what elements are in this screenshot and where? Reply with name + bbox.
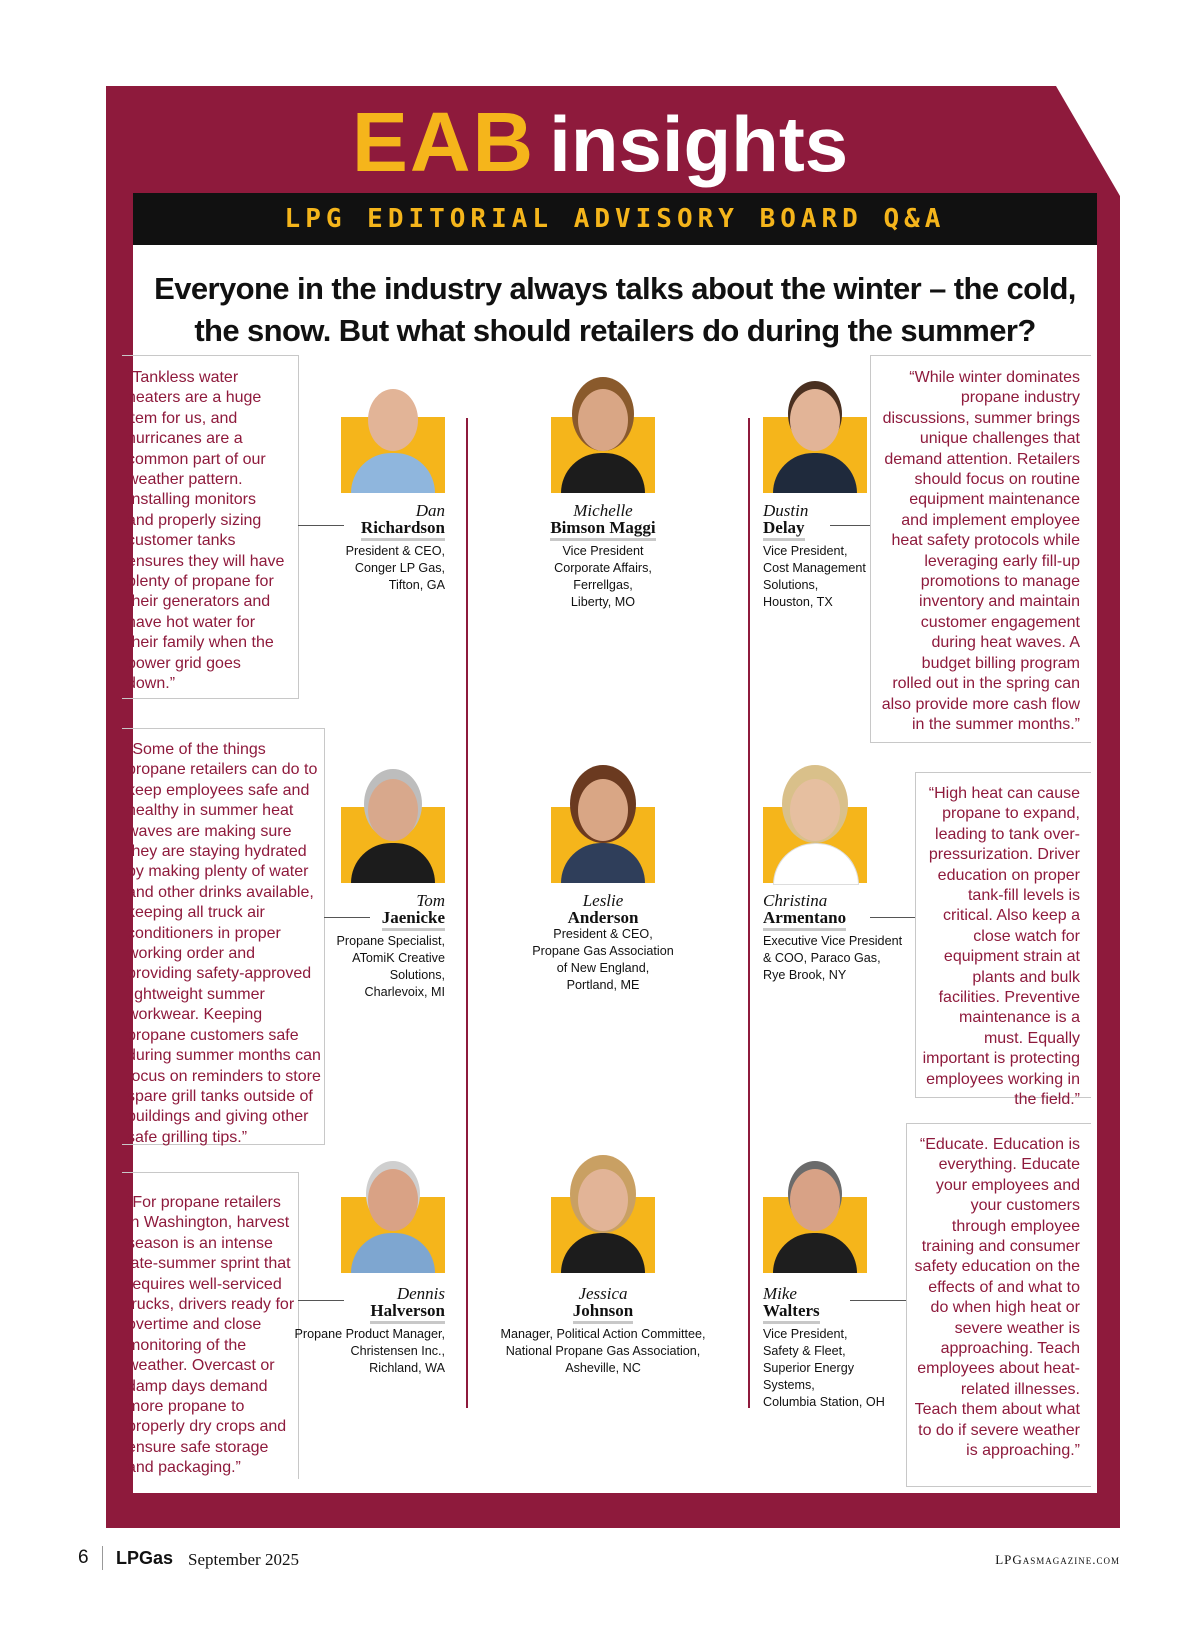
footer-brand: LPGas [116, 1548, 174, 1568]
name-dan: Dan Richardson [300, 502, 445, 541]
title-dustin: Vice President, Cost Management Solutions, Houston, TX [763, 544, 866, 609]
title-christina: Executive Vice President & COO, Paraco Gas, Rye Brook, NY [763, 934, 903, 982]
name-mike: Mike Walters [763, 1285, 883, 1324]
photo-michelle [551, 383, 655, 493]
section-title [0, 95, 1200, 189]
photo-dennis [341, 1163, 445, 1273]
quote-5: “High heat can cause propane to expand, leading to tank over-pressurization. Driver education on proper tank-fill levels is critical. Also keep a close watch for equipment strain at plants and bulk facilities. Preventive maintenance is a must. Equally important is protecting employees working in the field.” [922, 785, 1080, 1109]
photo-dustin [763, 383, 867, 493]
title-insights: insights [549, 100, 849, 188]
title-dennis: Propane Product Manager, Christensen Inc., Richland, WA [294, 1327, 445, 1375]
title-jessica: Manager, Political Action Committee, National Propane Gas Association, Asheville, NC [500, 1327, 706, 1375]
name-christina: Christina Armentano [763, 892, 893, 931]
title-dan: President & CEO, Conger LP Gas, Tifton, GA [345, 544, 445, 592]
footer-divider [102, 1546, 103, 1570]
title-eab: EAB [351, 95, 536, 189]
title-leslie: President & CEO, Propane Gas Association of New England, Portland, ME [532, 927, 674, 992]
photo-tom [341, 773, 445, 883]
name-dustin: Dustin Delay [763, 502, 883, 541]
photo-christina [763, 773, 867, 883]
quote-2: “Some of the things propane retailers can do to keep employees safe and healthy in summer heat waves are making sure they are staying hydrated by making plenty of water and other drinks available, keeping all truck air conditioners in proper working order and providing safety-approved lightweight summer workwear. Keeping propane customers safe during summer months can focus on reminders to store spare grill tanks outside of buildings and giving other safe grilling tips.” [127, 741, 321, 1146]
column-divider-left [466, 418, 468, 1408]
name-michelle: Michelle Bimson Maggi [503, 502, 703, 541]
quote-4: “While winter dominates propane industry discussions, summer brings unique challenges that demand attention. Retailers should focus on routine equipment maintenance and implement employee heat safety protocols while leveraging early fill-up promotions to manage inventory and maintain customer engagement during heat waves. A budget billing program rolled out in the spring can also provide more cash flow in the summer months.” [881, 369, 1080, 733]
page-number: 6 [78, 1547, 89, 1568]
subtitle-bar: LPG EDITORIAL ADVISORY BOARD Q&A [133, 193, 1097, 245]
footer-issue: September 2025 [188, 1550, 299, 1569]
photo-dan [341, 383, 445, 493]
photo-mike [763, 1163, 867, 1273]
quote-1: “Tankless water heaters are a huge item for us, and hurricanes are a common part of our weather pattern. Installing monitors and properly sizing customer tanks ensures they will have plenty of propane for their generators and have hot water for their family when the power grid goes down.” [127, 369, 285, 693]
photo-leslie [551, 773, 655, 883]
title-mike: Vice President, Safety & Fleet, Superior Energy Systems, Columbia Station, OH [763, 1327, 885, 1409]
quote-3: “For propane retailers in Washington, harvest season is an intense late-summer sprint that requires well-serviced trucks, drivers ready for overtime and close monitoring of the weather. Overcast or damp days demand more propane to properly dry crops and ensure safe storage and packaging.” [127, 1194, 295, 1477]
quote-6: “Educate. Education is everything. Educate your employees and your customers through employee training and consumer safety education on the effects of and what to do when high heat or severe weather is approaching. Teach employees about heat-related illnesses. Teach them about what to do if severe weather is approaching.” [914, 1136, 1080, 1460]
column-divider-right [748, 418, 750, 1408]
title-tom: Propane Specialist, ATomiK Creative Solutions, Charlevoix, MI [336, 934, 445, 999]
title-michelle: Vice President Corporate Affairs, Ferrellgas, Liberty, MO [554, 544, 652, 609]
photo-jessica [551, 1163, 655, 1273]
question-heading: Everyone in the industry always talks about the winter – the cold, the snow. But what should retailers do during the summer? [154, 271, 1076, 348]
name-leslie: Leslie Anderson [567, 891, 639, 927]
name-jessica: Jessica Johnson [503, 1285, 703, 1324]
name-tom: Tom Jaenicke [325, 892, 445, 931]
name-dennis: Dennis Halverson [300, 1285, 445, 1324]
footer-website[interactable]: LPGasmagazine.com [995, 1552, 1120, 1567]
